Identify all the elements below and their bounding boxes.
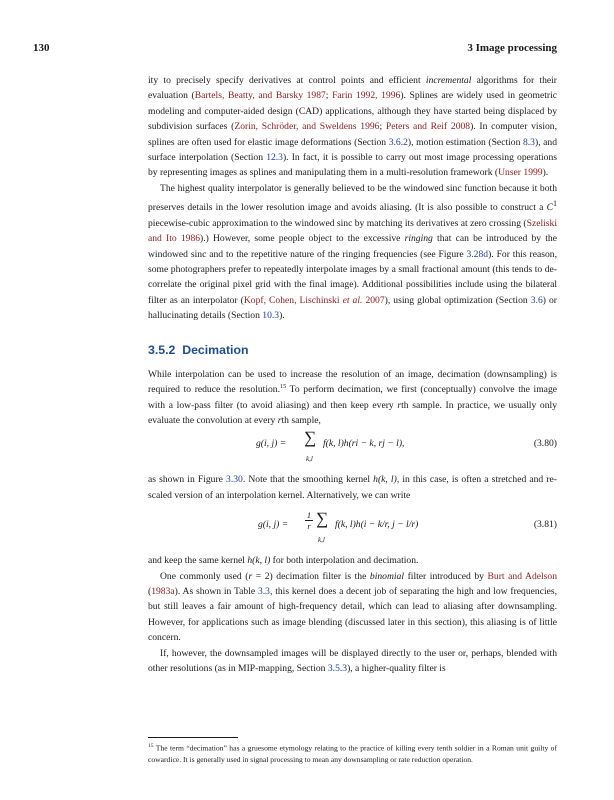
- section-ref-12-3[interactable]: 12.3: [266, 152, 283, 164]
- footnote: [148, 741, 557, 765]
- paragraph-decimation: While interpolation can be used to increase the resolution of an image, decimation (downsampling) is required to reduce the resolution.$^{15}$ To perform decimation, we first (conceptually) convolve the image with a low-pass filter (to avoid aliasing) and then keep every rth sample. In practice, we usually only evaluate the convolution at every rth sample,: [148, 368, 557, 426]
- citation-burt-adelson-year[interactable]: 1983a: [151, 585, 175, 597]
- body-text: [148, 73, 557, 676]
- footnote-rule: [148, 737, 238, 738]
- equation-number: (3.80): [533, 438, 557, 450]
- footnote-marker[interactable]: 15: [280, 382, 287, 390]
- citation-szeliski-ito[interactable]: Szeliski and Ito 1986: [148, 217, 557, 245]
- equation-lhs: g(i, j) =: [256, 438, 287, 450]
- section-heading: [148, 342, 557, 358]
- summation-index: k,l: [306, 455, 313, 464]
- summation-symbol: ∑: [304, 428, 317, 448]
- summation-index: k,l: [318, 536, 325, 545]
- paragraph-sinc: The highest quality interpolator is generally believed to be the windowed sinc function because it both preserves details in the lower resolution image and avoids aliasing. (It is also possible to construct a $C^1$ piecewise-cubic approximation to the windowed sinc by matching its derivatives at zero crossing (Szeliski and Ito 1986).) However, some people object to the excessive ringing that can be introduced by the windowed sinc and to the repetitive nature of the ringing frequencies (see Figure 3.28d). For this reason, some photographers prefer to repeatedly interpolate images by a small fractional amount (this tends to de-correlate the original pixel grid with the final image). Additional possibilities include using the bilateral filter as an interpolator (Kopf, Cohen, Lischinski et al. 2007), using global optimization (Section 3.6) or hallucinating details (Section 10.3).: [148, 182, 557, 322]
- fraction-numerator: 1: [306, 510, 312, 521]
- citation-burt-adelson[interactable]: Burt and Adelson: [487, 570, 557, 582]
- figure-ref-3-28d[interactable]: 3.28d: [466, 248, 489, 260]
- paragraph-kernel: as shown in Figure 3.30. Note that the smoothing kernel h(k, l), in this case, is often a stretched and re-scaled version of an interpolation kernel. Alternatively, we can write: [148, 474, 557, 501]
- running-head: [33, 42, 557, 56]
- section-ref-3-5-3[interactable]: 3.5.3: [327, 662, 348, 674]
- equation-3-80: [148, 428, 557, 466]
- footnote-number: 15: [148, 743, 154, 749]
- equation-lhs: g(i, j) =: [258, 519, 289, 531]
- summation-symbol: ∑: [316, 509, 329, 529]
- section-ref-10-3[interactable]: 10.3: [262, 310, 280, 322]
- equation-3-81: [148, 511, 557, 549]
- chapter-title: 3 Image processing: [467, 42, 557, 54]
- citation-farin[interactable]: Farin 1992, 1996: [332, 90, 401, 102]
- citation-peters[interactable]: Peters and Reif 2008: [385, 121, 471, 133]
- section-number: 3.5.2: [148, 342, 176, 357]
- fraction-denominator: r: [305, 520, 313, 531]
- citation-bartels[interactable]: Bartels, Beatty, and Barsky 1987: [194, 90, 326, 102]
- paragraph-binomial: One commonly used (r = 2) decimation filter is the binomial filter introduced by Burt and Adelson (1983a). As shown in Table 3.3, this kernel does a decent job of separating the high and low frequencies, but still leaves a fair amount of high-frequency detail, which can lead to aliasing after downsampling. However, for applications such as image blending (discussed later in this section), this aliasing is of little concern.: [148, 570, 558, 644]
- table-ref-3-3[interactable]: 3.3: [257, 585, 270, 597]
- fraction: [305, 510, 313, 531]
- equation-number: (3.81): [533, 519, 557, 531]
- section-ref-3-6-2[interactable]: 3.6.2: [388, 136, 408, 148]
- footnote-text: The term “decimation” has a gruesome etymology relating to the practice of killing every tenth soldier in a Roman unit guilty of cowardice. It is generally used in signal processing to mean any downsampling or rate reduction operation.: [148, 743, 557, 764]
- citation-kopf[interactable]: Kopf, Cohen, Lischinski et al. 2007: [243, 294, 385, 306]
- paragraph-mip-mapping: If, however, the downsampled images will be displayed directly to the user or, perhaps, blended with other resolutions (as in MIP-mapping, Section 3.5.3), a higher-quality filter is: [148, 647, 557, 674]
- page-number: 130: [33, 42, 50, 54]
- equation-rhs: f(k, l)h(ri − k, rj − l),: [323, 438, 405, 450]
- citation-unser[interactable]: Unser 1999: [498, 167, 543, 179]
- figure-ref-3-30[interactable]: 3.30: [226, 474, 243, 486]
- section-ref-3-6[interactable]: 3.6: [530, 294, 543, 306]
- paragraph-splines: ity to precisely specify derivatives at control points and efficient incremental algorithms for their evaluation (Bartels, Beatty, and Barsky 1987; Farin 1992, 1996). Splines are widely used in geometric modeling and computer-aided design (CAD) applications, although they have started being displaced by subdivision surfaces (Zorin, Schröder, and Sweldens 1996; Peters and Reif 2008). In computer vision, splines are often used for elastic image deformations (Section 3.6.2), motion estimation (Section 8.3), and surface interpolation (Section 12.3). In fact, it is possible to carry out most image processing operations by representing images as splines and manipulating them in a multi-resolution framework (Unser 1999).: [148, 75, 558, 179]
- section-title: Decimation: [182, 342, 249, 357]
- paragraph-same-kernel: and keep the same kernel h(k, l) for both interpolation and decimation.: [148, 555, 419, 567]
- section-ref-8-3[interactable]: 8.3: [522, 136, 535, 148]
- citation-zorin[interactable]: Zorin, Schröder, and Sweldens 1996: [234, 121, 380, 133]
- equation-rhs: f(k, l)h(i − k/r, j − l/r): [335, 519, 419, 531]
